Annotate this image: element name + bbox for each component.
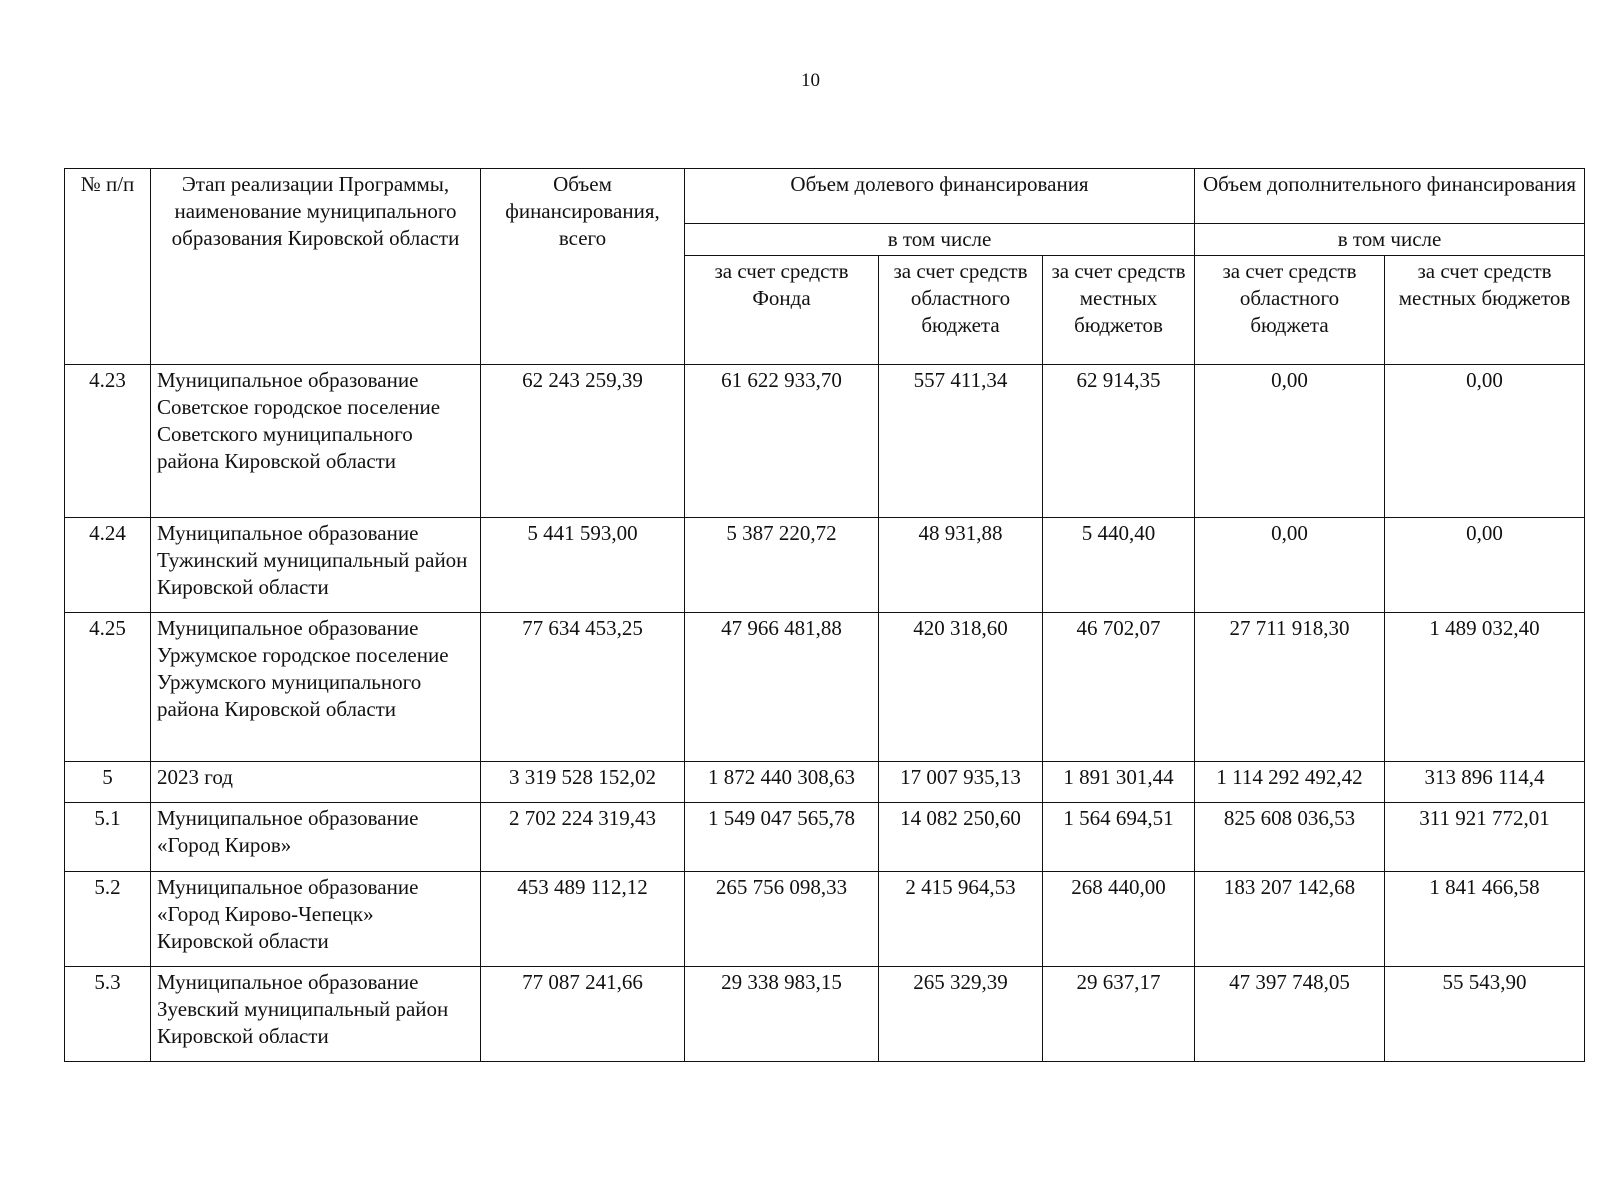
table-body — [65, 365, 1585, 1062]
row-name: Муниципальное образование «Город Кирово-Чепецк» Кировской области — [151, 872, 481, 967]
row-fund: 47 966 481,88 — [685, 613, 879, 762]
row-total: 3 319 528 152,02 — [481, 762, 685, 803]
row-total: 2 702 224 319,43 — [481, 803, 685, 872]
header-additional: Объем дополнительного финансирования — [1195, 169, 1585, 224]
row-name: Муниципальное образование Уржумское городское поселение Уржумского муниципального района Кировской области — [151, 613, 481, 762]
header-shared-local: за счет средств местных бюджетов — [1043, 256, 1195, 365]
row-add-local: 313 896 114,4 — [1385, 762, 1585, 803]
row-name: Муниципальное образование Зуевский муниципальный район Кировской области — [151, 967, 481, 1062]
row-add-regional: 27 711 918,30 — [1195, 613, 1385, 762]
row-num: 4.24 — [65, 518, 151, 613]
table-row — [65, 365, 1585, 518]
row-total: 5 441 593,00 — [481, 518, 685, 613]
row-total: 77 634 453,25 — [481, 613, 685, 762]
row-add-local: 1 841 466,58 — [1385, 872, 1585, 967]
table-header — [65, 169, 1585, 365]
row-num: 5.3 — [65, 967, 151, 1062]
row-add-regional: 0,00 — [1195, 518, 1385, 613]
row-add-local: 55 543,90 — [1385, 967, 1585, 1062]
table-row — [65, 872, 1585, 967]
row-name: Муниципальное образование Тужинский муниципальный район Кировской области — [151, 518, 481, 613]
row-regional: 14 082 250,60 — [879, 803, 1043, 872]
row-name: Муниципальное образование «Город Киров» — [151, 803, 481, 872]
row-total: 62 243 259,39 — [481, 365, 685, 518]
row-fund: 29 338 983,15 — [685, 967, 879, 1062]
row-add-regional: 1 114 292 492,42 — [1195, 762, 1385, 803]
row-add-regional: 47 397 748,05 — [1195, 967, 1385, 1062]
row-regional: 2 415 964,53 — [879, 872, 1043, 967]
header-stage: Этап реализации Программы, наименование муниципального образования Кировской области — [151, 169, 481, 365]
header-shared: Объем долевого финансирования — [685, 169, 1195, 224]
row-add-local: 0,00 — [1385, 365, 1585, 518]
row-local: 268 440,00 — [1043, 872, 1195, 967]
row-local: 1 891 301,44 — [1043, 762, 1195, 803]
row-local: 29 637,17 — [1043, 967, 1195, 1062]
header-additional-incl: в том числе — [1195, 224, 1585, 256]
row-local: 62 914,35 — [1043, 365, 1195, 518]
row-name: Муниципальное образование Советское городское поселение Советского муниципального района Кировской области — [151, 365, 481, 518]
page-number: 10 — [801, 70, 820, 91]
financing-table — [64, 168, 1585, 1062]
row-local: 46 702,07 — [1043, 613, 1195, 762]
header-shared-incl: в том числе — [685, 224, 1195, 256]
table-row — [65, 803, 1585, 872]
row-total: 453 489 112,12 — [481, 872, 685, 967]
row-local: 5 440,40 — [1043, 518, 1195, 613]
table-row — [65, 762, 1585, 803]
row-regional: 17 007 935,13 — [879, 762, 1043, 803]
row-add-local: 0,00 — [1385, 518, 1585, 613]
row-regional: 420 318,60 — [879, 613, 1043, 762]
row-add-local: 1 489 032,40 — [1385, 613, 1585, 762]
table-row — [65, 518, 1585, 613]
row-num: 4.23 — [65, 365, 151, 518]
header-additional-regional: за счет средств областного бюджета — [1195, 256, 1385, 365]
row-add-local: 311 921 772,01 — [1385, 803, 1585, 872]
row-add-regional: 183 207 142,68 — [1195, 872, 1385, 967]
row-num: 5.1 — [65, 803, 151, 872]
row-fund: 1 872 440 308,63 — [685, 762, 879, 803]
row-fund: 265 756 098,33 — [685, 872, 879, 967]
row-num: 4.25 — [65, 613, 151, 762]
header-shared-regional: за счет средств областного бюджета — [879, 256, 1043, 365]
row-regional: 265 329,39 — [879, 967, 1043, 1062]
header-total: Объем финансирования, всего — [481, 169, 685, 365]
header-additional-local: за счет средств местных бюджетов — [1385, 256, 1585, 365]
row-regional: 48 931,88 — [879, 518, 1043, 613]
row-regional: 557 411,34 — [879, 365, 1043, 518]
row-fund: 1 549 047 565,78 — [685, 803, 879, 872]
row-num: 5 — [65, 762, 151, 803]
row-total: 77 087 241,66 — [481, 967, 685, 1062]
row-add-regional: 0,00 — [1195, 365, 1385, 518]
row-name: 2023 год — [151, 762, 481, 803]
table-row — [65, 613, 1585, 762]
row-add-regional: 825 608 036,53 — [1195, 803, 1385, 872]
row-fund: 5 387 220,72 — [685, 518, 879, 613]
row-local: 1 564 694,51 — [1043, 803, 1195, 872]
row-fund: 61 622 933,70 — [685, 365, 879, 518]
header-num: № п/п — [65, 169, 151, 365]
row-num: 5.2 — [65, 872, 151, 967]
table-row — [65, 967, 1585, 1062]
header-shared-fund: за счет средств Фонда — [685, 256, 879, 365]
